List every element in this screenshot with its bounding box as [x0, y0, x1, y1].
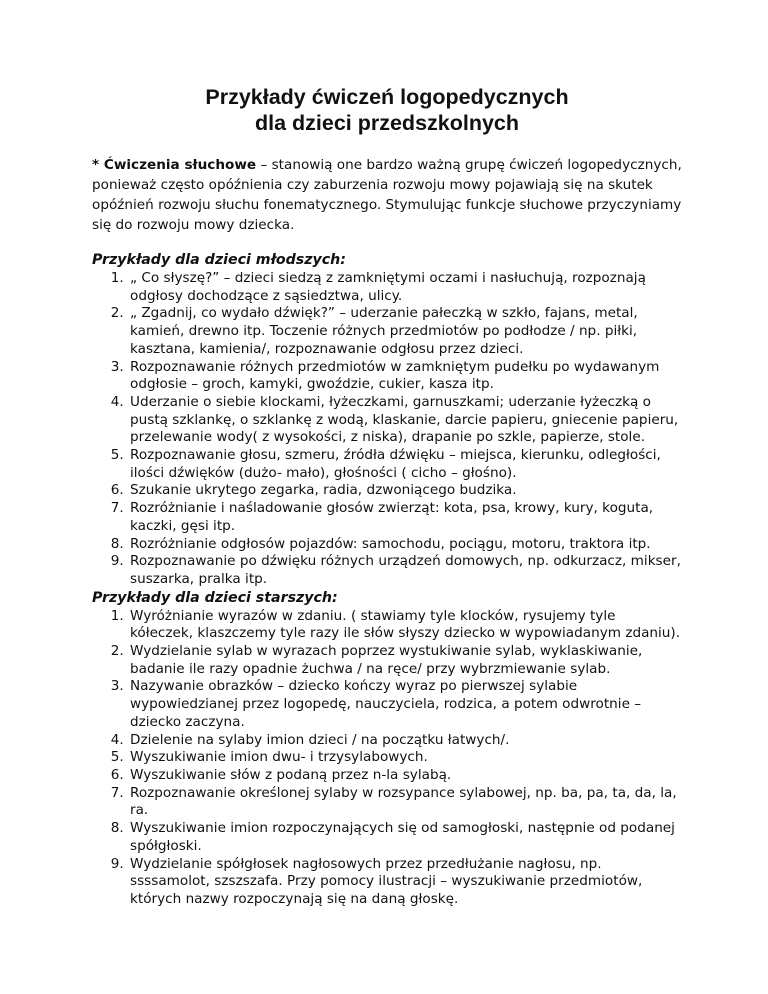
- intro-lead: * Ćwiczenia słuchowe: [92, 157, 257, 173]
- page-title: [92, 84, 682, 136]
- list-item: 3. Rozpoznawanie różnych przedmiotów w zamkniętym pudełku po wydawanym odgłosie – groch, kamyki, gwoździe, cukier, kasza itp.: [128, 359, 682, 394]
- list-item: 4. Dzielenie na sylaby imion dzieci / na początku łatwych/.: [128, 732, 682, 750]
- list-item: 8. Wyszukiwanie imion rozpoczynających się od samogłoski, następnie od podanej spółgłoski.: [128, 820, 682, 855]
- list-item: 5. Rozpoznawanie głosu, szmeru, źródła dźwięku – miejsca, kierunku, odległości, ilości dźwięków (dużo- mało), głośności ( cicho – głośno).: [128, 447, 682, 482]
- title-line-1: Przykłady ćwiczeń logopedycznych: [205, 85, 569, 109]
- younger-list: [92, 270, 682, 589]
- intro-paragraph: [92, 155, 682, 235]
- list-item: 2. „ Zgadnij, co wydało dźwięk?” – uderzanie pałeczką w szkło, fajans, metal, kamień, drewno itp. Toczenie różnych przedmiotów po podłodze / np. piłki, kasztana, kamienia/, rozpoznawanie odgłosu przez dzieci.: [128, 305, 682, 358]
- intro-text: – stanowią one bardzo ważną grupę ćwiczeń logopedycznych, ponieważ często opóźnienia czy zaburzenia rozwoju mowy pojawiają się na skutek opóźnień rozwoju słuchu fonematycznego. Stymulując funkcje słuchowe przyczyniamy się do rozwoju mowy dziecka.: [92, 157, 682, 233]
- list-item: 4. Uderzanie o siebie klockami, łyżeczkami, garnuszkami; uderzanie łyżeczką o pustą szklankę, o szklankę z wodą, klaskanie, darcie papieru, gniecenie papieru, przelewanie wody( z wysokości, z niska), drapanie po szkle, papierze, stole.: [128, 394, 682, 447]
- list-item: 6. Wyszukiwanie słów z podaną przez n-la sylabą.: [128, 767, 682, 785]
- list-item: 5. Wyszukiwanie imion dwu- i trzysylabowych.: [128, 749, 682, 767]
- list-item: 6. Szukanie ukrytego zegarka, radia, dzwoniącego budzika.: [128, 482, 682, 500]
- title-line-2: dla dzieci przedszkolnych: [254, 111, 520, 135]
- older-list: [92, 608, 682, 909]
- younger-heading: Przykłady dla dzieci młodszych:: [92, 252, 346, 268]
- list-item: 1. Wyróżnianie wyrazów w zdaniu. ( stawiamy tyle klocków, rysujemy tyle kółeczek, klaszczemy tyle razy ile słów słyszy dziecko w wypowiadanym zdaniu).: [128, 608, 682, 643]
- list-item: 1. „ Co słyszę?” – dzieci siedzą z zamkniętymi oczami i nasłuchują, rozpoznają odgłosy dochodzące z sąsiedztwa, ulicy.: [128, 270, 682, 305]
- list-item: 8. Rozróżnianie odgłosów pojazdów: samochodu, pociągu, motoru, traktora itp.: [128, 536, 682, 554]
- older-heading: Przykłady dla dzieci starszych:: [92, 589, 338, 606]
- list-item: 7. Rozróżnianie i naśladowanie głosów zwierząt: kota, psa, krowy, kury, koguta, kaczki, gęsi itp.: [128, 500, 682, 535]
- list-item: 3. Nazywanie obrazków – dziecko kończy wyraz po pierwszej sylabie wypowiedzianej przez logopedę, nauczyciela, rodzica, a potem odwrotnie – dziecko zaczyna.: [128, 678, 682, 731]
- list-item: 2. Wydzielanie sylab w wyrazach poprzez wystukiwanie sylab, wyklaskiwanie, badanie ile razy opadnie żuchwa / na ręce/ przy wybrzmiewanie sylab.: [128, 643, 682, 678]
- list-item: 9. Rozpoznawanie po dźwięku różnych urządzeń domowych, np. odkurzacz, mikser, suszarka, pralka itp.: [128, 553, 682, 588]
- list-item: 7. Rozpoznawanie określonej sylaby w rozsypance sylabowej, np. ba, pa, ta, da, la, ra.: [128, 785, 682, 820]
- list-item: 9. Wydzielanie spółgłosek nagłosowych przez przedłużanie nagłosu, np. ssssamolot, szszszafa. Przy pomocy ilustracji – wyszukiwanie przedmiotów, których nazwy rozpoczynają się na daną głoskę.: [128, 856, 682, 909]
